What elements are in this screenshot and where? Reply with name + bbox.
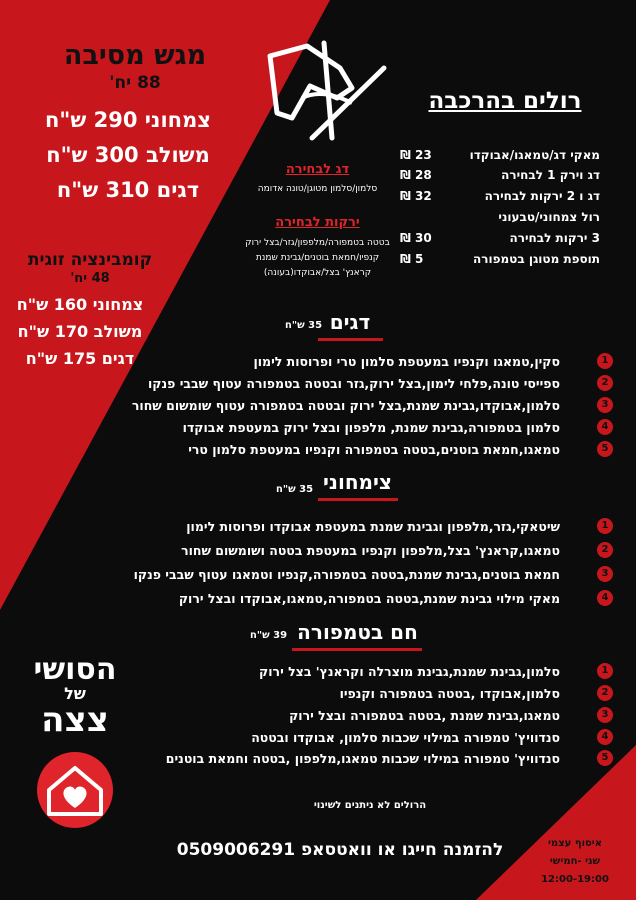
item-number: 4 — [597, 590, 613, 606]
menu-item: טמאגו,חמאת בוטנים,בטטה בטמפורה וקנפיו במעטפת סלמון טרי — [188, 442, 560, 457]
roll-label: רול צמחוני/טבעוני — [498, 210, 600, 224]
roll-price: ₪ 32 — [400, 189, 432, 203]
roll-row — [400, 252, 600, 266]
party-price-mixed: משולב 300 ש"ח — [46, 143, 210, 167]
menu-item: סלמון בטמפורה,גבינת שמנת, מלפפון ובצל ירוק במעטפת אבוקדו — [182, 420, 560, 435]
party-price-veg: צמחוני 290 ש"ח — [44, 108, 211, 132]
item-number: 1 — [597, 353, 613, 369]
menu-item: סלמון,גבינת שמנת,גבינת מוצרלה וקראנץ' בצל ירוק — [259, 664, 560, 679]
roll-label: מאקי דג/טמאגו/אבוקדו — [469, 148, 600, 162]
item-number: 4 — [597, 419, 613, 435]
menu-item: טמאגו,גבינת שמנת ,בטטה בטמפורה ובצל ירוק — [289, 708, 560, 723]
roll-label: דג וירק 1 לבחירה — [501, 168, 600, 182]
section-title-fish: דגים — [329, 310, 371, 334]
combo-price-fish: דגים 175 ש"ח — [25, 349, 135, 368]
roll-row — [400, 231, 600, 245]
item-number: 5 — [597, 750, 613, 766]
rolls-title: רולים בהרכבה — [428, 88, 582, 114]
section-underline — [292, 648, 422, 651]
logo-heart-house-icon — [35, 750, 115, 830]
item-number: 1 — [597, 518, 613, 534]
item-number: 2 — [597, 542, 613, 558]
roll-row — [400, 210, 600, 224]
menu-item: סקין,טמאגו וקנפיו במעטפת סלמון טרי ופרוסות לימון — [253, 354, 560, 369]
logo-line: של — [64, 684, 86, 703]
menu-item: סנדוויץ' טמפורה במילוי שכבות טמאגו,מלפפון ,בטטה וחמאת בוטנים — [165, 751, 560, 766]
order-phone: להזמנה חייגו או וואטסאפ 0509006291 — [176, 840, 504, 860]
section-title-vegetarian: צימחוני — [323, 470, 392, 494]
item-number: 3 — [597, 566, 613, 582]
menu-item: שיטאקי,גזר,מלפפון וגבינת שמנת במעטפת אבוקדו ופרוסות לימון — [186, 519, 560, 534]
menu-item: חמאת בוטנים,גבינת שמנת,בטטה בטמפורה,קנפיו וטמאגו עטוף שבבי פנקו — [133, 567, 560, 582]
veg-choice-line: קראנץ' בצל/אבוקדו(בעונה) — [263, 268, 372, 278]
combo-price-mixed: משולב 170 ש"ח — [17, 322, 143, 341]
veg-choice-title: ירקות לבחירה — [275, 215, 360, 230]
veg-choice-line: בטטה בטמפורה/מלפפון/גזר/בצל ירוק — [245, 238, 390, 248]
pickup-label: איסוף עצמי — [547, 838, 603, 849]
pickup-days: שני -חמישי — [549, 856, 601, 867]
party-price-fish: דגים 310 ש"ח — [56, 178, 200, 202]
chopsticks-hand-icon — [262, 38, 392, 143]
party-tray-count: 88 יח' — [109, 73, 161, 93]
combo-count: 48 יח' — [70, 271, 110, 286]
roll-row — [400, 148, 600, 162]
section-underline — [318, 338, 383, 341]
pickup-hours: 12:00-19:00 — [541, 874, 609, 885]
roll-label: דג ו 2 ירקות לבחירה — [484, 189, 600, 203]
logo-wordmark — [20, 652, 130, 740]
roll-row — [400, 168, 600, 182]
fish-choice-text: סלמון/סלמון מטוגן/טונה אדומה — [257, 184, 378, 194]
menu-item: סלמון,אבוקדו ,בטטה בטמפורה וקנפיו — [339, 686, 560, 701]
fish-choice-title: דג לבחירה — [285, 162, 350, 177]
menu-item: סנדוויץ' טמפורה במילוי שכבות סלמון, אבוקדו ובטטה — [251, 730, 560, 745]
item-number: 2 — [597, 375, 613, 391]
item-number: 3 — [597, 397, 613, 413]
combo-price-veg: צמחוני 160 ש"ח — [16, 295, 144, 314]
roll-price: ₪ 5 — [400, 252, 424, 266]
veg-choice-line: קנפיו/חמאת בוטנים/גבינת שמנת — [255, 253, 380, 263]
section-underline — [318, 498, 398, 501]
logo-line: הסושי — [33, 652, 117, 687]
roll-price: ₪ 30 — [400, 231, 432, 245]
combo-title: קומבינציה זוגית — [27, 250, 153, 270]
menu-item: ספייסי טונה,פלחי לימון,בצל ירוק,גזר ובטטה בטמפורה עטוף שבבי פנקו — [147, 376, 560, 391]
roll-label: 3 ירקות לבחירה — [509, 231, 600, 245]
rolls-note: הרולים לא ניתנים לשינוי — [313, 800, 427, 811]
menu-item: סלמון,אבוקדו,גבינת שמנת,בצל ירוק ובטטה בטמפורה עטוף שומשום שחור — [131, 398, 560, 413]
item-number: 4 — [597, 729, 613, 745]
menu-item: טמאגו,קראנץ' בצל,מלפפון וקנפיו במעטפת בטטה ושומשום שחור — [181, 543, 560, 558]
section-price-fish: 35 ש"ח — [285, 320, 323, 331]
section-price-tempura: 39 ש"ח — [250, 630, 288, 641]
item-number: 5 — [597, 441, 613, 457]
section-price-vegetarian: 35 ש"ח — [276, 484, 314, 495]
roll-price: ₪ 28 — [400, 168, 432, 182]
roll-label: תוספת מטוגן בטמפורה — [473, 252, 600, 266]
logo-line: צצה — [41, 700, 109, 740]
roll-row — [400, 189, 600, 203]
item-number: 2 — [597, 685, 613, 701]
section-title-tempura: חם בטמפורה — [297, 620, 418, 644]
roll-price: ₪ 23 — [400, 148, 432, 162]
item-number: 1 — [597, 663, 613, 679]
party-tray-title: מגש מסיבה — [63, 40, 207, 71]
item-number: 3 — [597, 707, 613, 723]
menu-item: מאקי מילוי גבינת שמנת,בטטה בטמפורה,טמאגו,אבוקדו ובצל ירוק — [178, 591, 560, 606]
